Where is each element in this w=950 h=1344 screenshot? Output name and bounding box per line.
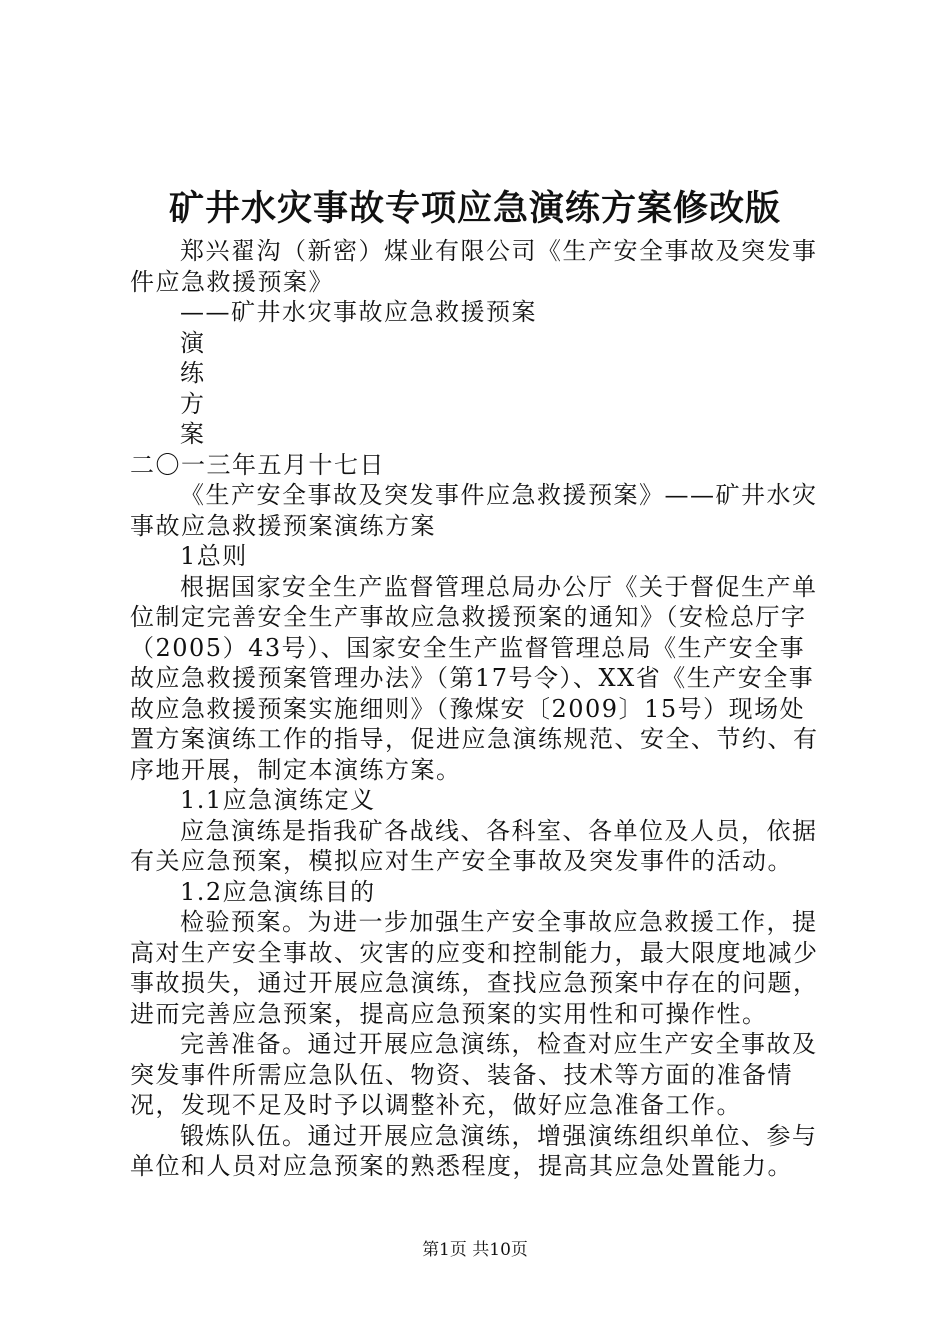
document-body — [130, 236, 830, 1182]
paragraph-purpose-test: 检验预案。为进一步加强生产安全事故应急救援工作，提高对生产安全事故、灾害的应变和控制能力，最大限度地减少事故损失，通过开展应急演练，查找应急预案中存在的问题，进而完善应急预案，提高应急预案的实用性和可操作性。 — [130, 908, 819, 1028]
paragraph-plan-title: 《生产安全事故及突发事件应急救援预案》——矿井水灾事故应急救援预案演练方案 — [130, 481, 818, 540]
heading-general: 1总则 — [180, 542, 248, 570]
paragraph-purpose-train: 锻炼队伍。通过开展应急演练，增强演练组织单位、参与单位和人员对应急预案的熟悉程度，提高其应急处置能力。 — [130, 1121, 818, 1180]
vertical-char-4: 案 — [180, 420, 206, 448]
paragraph-basis: 根据国家安全生产监督管理总局办公厅《关于督促生产单位制定完善安全生产事故应急救援预案的通知》（安检总厅字（2005）43号）、国家安全生产监督管理总局《生产安全事故应急救援预案管理办法》（第17号令）、XX省《生产安全事故应急救援预案实施细则》（豫煤安〔2009〕15号）现场处置方案演练工作的指导，促进应急演练规范、安全、节约、有序地开展，制定本演练方案。 — [130, 572, 819, 784]
heading-purpose: 1.2应急演练目的 — [180, 877, 376, 906]
paragraph-subtitle: ——矿井水灾事故应急救援预案 — [180, 298, 537, 326]
paragraph-company-plan: 郑兴翟沟（新密）煤业有限公司《生产安全事故及突发事件应急救援预案》 — [130, 237, 818, 296]
page-footer: 第1页 共10页 — [422, 1240, 528, 1260]
heading-definition: 1.1应急演练定义 — [180, 786, 376, 814]
vertical-char-2: 练 — [180, 359, 206, 387]
document-title: 矿井水灾事故专项应急演练方案修改版 — [168, 189, 781, 229]
paragraph-definition: 应急演练是指我矿各战线、各科室、各单位及人员，依据有关应急预案，模拟应对生产安全事故及突发事件的活动。 — [130, 816, 818, 875]
vertical-char-3: 方 — [180, 389, 206, 418]
paragraph-date: 二〇一三年五月十七日 — [130, 450, 385, 479]
paragraph-purpose-prepare: 完善准备。通过开展应急演练，检查对应生产安全事故及突发事件所需应急队伍、物资、装备、技术等方面的准备情况，发现不足及时予以调整补充，做好应急准备工作。 — [130, 1030, 818, 1119]
vertical-char-1: 演 — [180, 328, 206, 357]
